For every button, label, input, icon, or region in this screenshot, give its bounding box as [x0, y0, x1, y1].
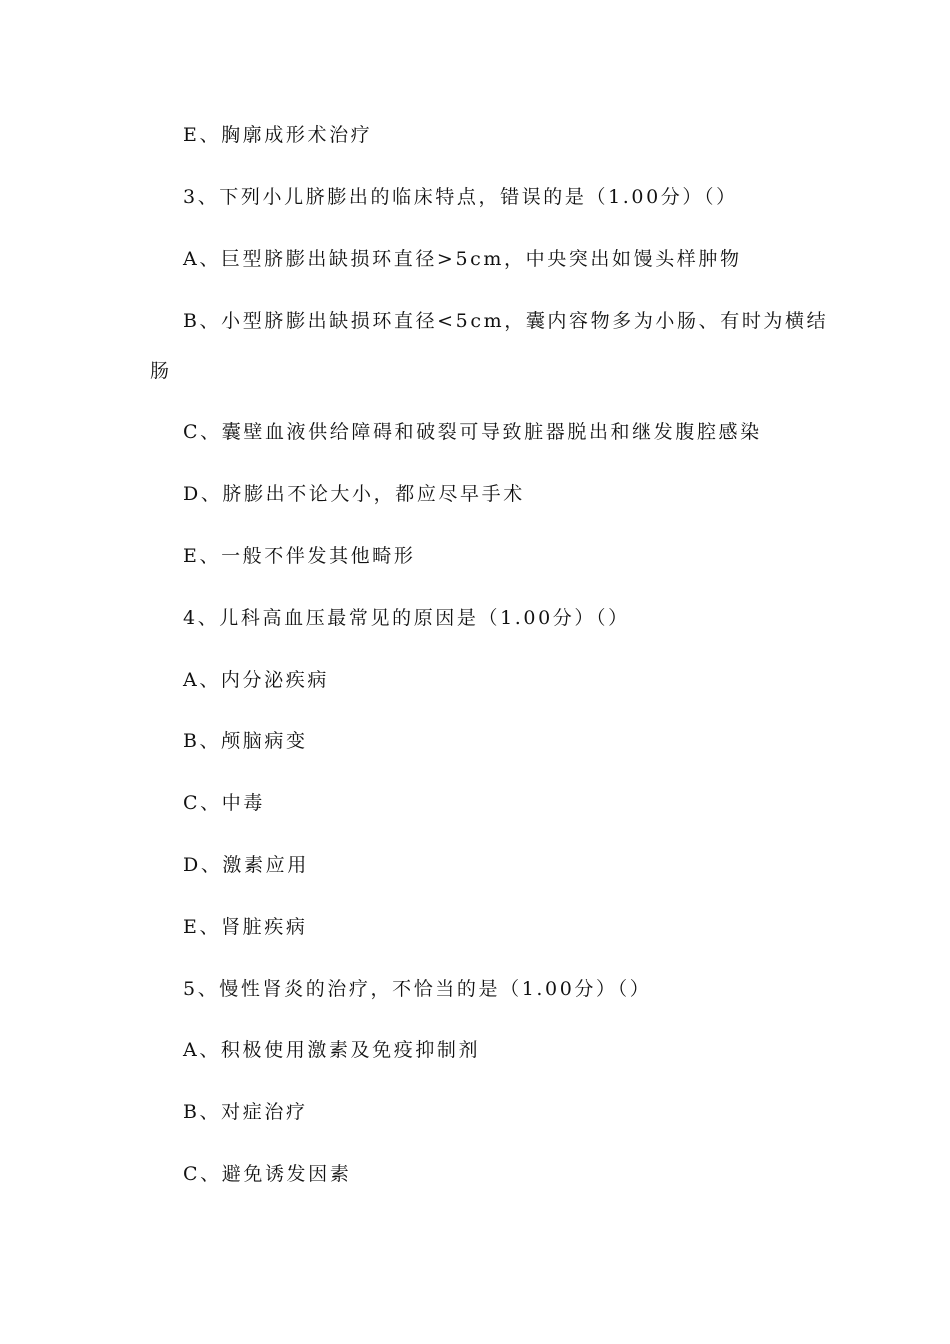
- option-5a: A、积极使用激素及免疫抑制剂: [183, 1039, 481, 1061]
- option-3c: C、囊壁血液供给障碍和破裂可导致脏器脱出和继发腹腔感染: [183, 421, 762, 443]
- option-3b-continuation: 肠: [150, 360, 172, 382]
- option-3e: E、一般不伴发其他畸形: [183, 545, 416, 567]
- option-5b: B、对症治疗: [183, 1101, 308, 1123]
- option-4c: C、中毒: [183, 792, 265, 814]
- option-3a: A、巨型脐膨出缺损环直径>5cm，中央突出如馒头样肿物: [183, 248, 742, 270]
- option-3e-prev: E、胸廓成形术治疗: [183, 124, 373, 146]
- option-3d: D、脐膨出不论大小，都应尽早手术: [183, 483, 525, 505]
- option-5c: C、避免诱发因素: [183, 1163, 352, 1185]
- option-4b: B、颅脑病变: [183, 730, 308, 752]
- question-4: 4、儿科高血压最常见的原因是（1.00分）（）: [183, 607, 630, 629]
- option-4a: A、内分泌疾病: [183, 669, 329, 691]
- option-4d: D、激素应用: [183, 854, 309, 876]
- option-3b: B、小型脐膨出缺损环直径<5cm，囊内容物多为小肠、有时为横结: [183, 310, 829, 332]
- question-3: 3、下列小儿脐膨出的临床特点，错误的是（1.00分）（）: [183, 186, 738, 208]
- question-5: 5、慢性肾炎的治疗，不恰当的是（1.00分）（）: [183, 978, 652, 1000]
- option-4e: E、肾脏疾病: [183, 916, 308, 938]
